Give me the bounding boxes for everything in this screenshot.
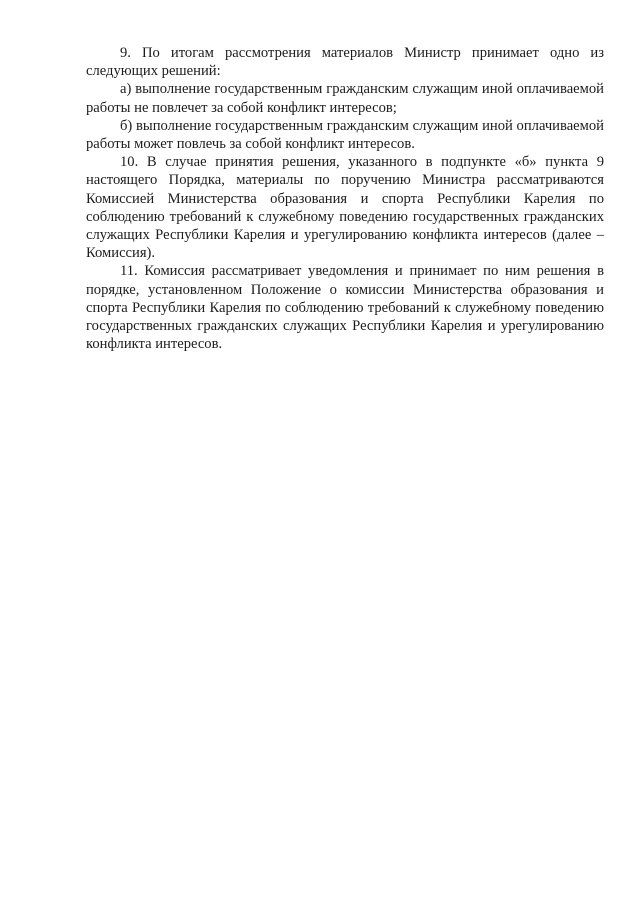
paragraph-11: 11. Комиссия рассматривает уведомления и принимает по ним решения в порядке, установленном Положение о комиссии Министерства образования и спорта Республики Карелия по соблюдению требований к служебному поведению государственных гражданских служащих Республики Карелия и урегулированию конфликта интересов. xyxy=(86,263,604,353)
document-body xyxy=(86,44,604,353)
paragraph-9: 9. По итогам рассмотрения материалов Министр принимает одно из следующих решений: xyxy=(86,45,604,80)
paragraph-9b: б) выполнение государственным гражданским служащим иной оплачиваемой работы может повлечь за собой конфликт интересов. xyxy=(86,117,604,153)
paragraph-9a: а) выполнение государственным гражданским служащим иной оплачиваемой работы не повлечет за собой конфликт интересов; xyxy=(86,81,604,116)
paragraph-10: 10. В случае принятия решения, указанного в подпункте «б» пункта 9 настоящего Порядка, материалы по поручению Министра рассматриваются Комиссией Министерства образования и спорта Республики Карелия по соблюдению требований к служебному поведению государственных гражданских служащих Республики Карелия и урегулированию конфликта интересов (далее – Комиссия). xyxy=(86,154,604,262)
